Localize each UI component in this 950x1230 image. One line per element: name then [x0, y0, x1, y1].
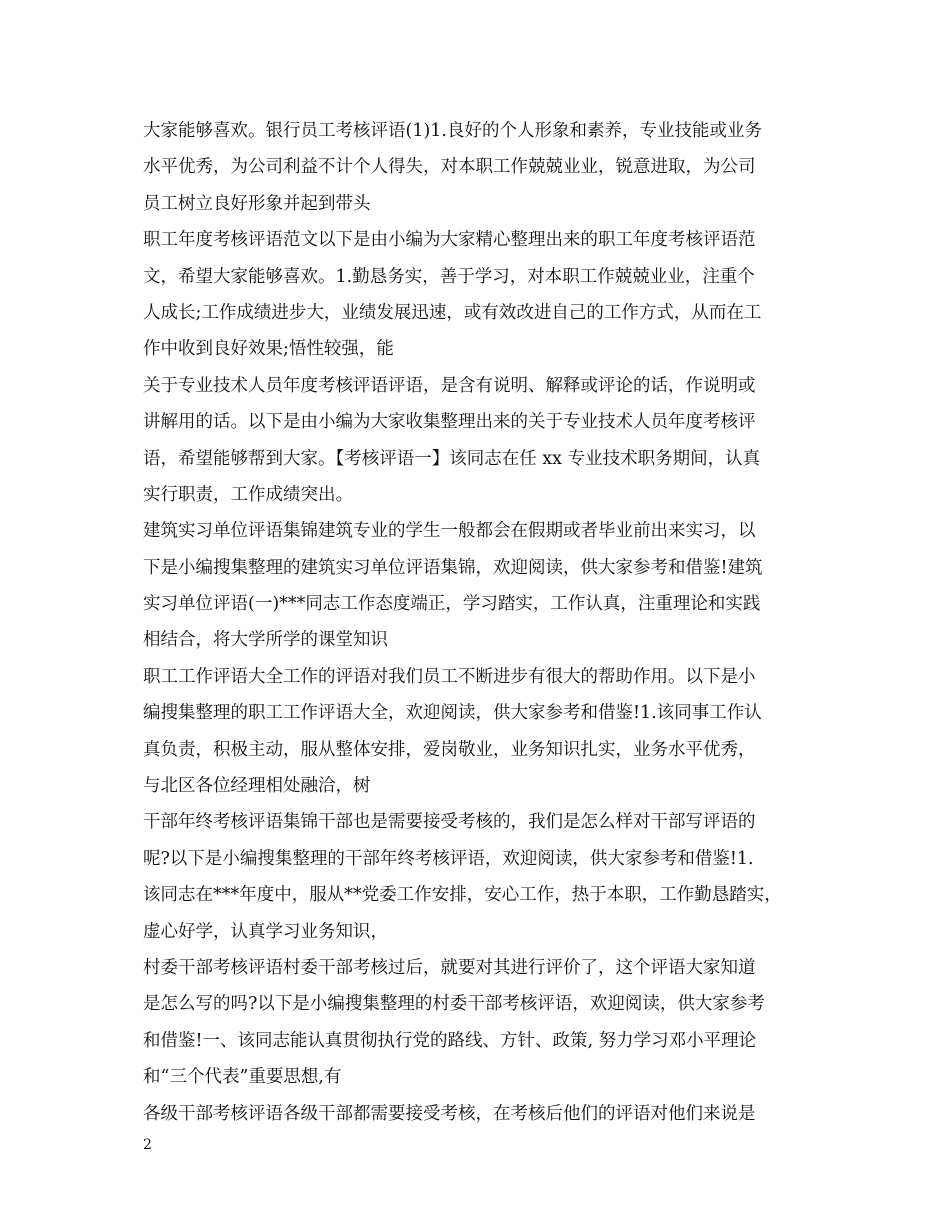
text-line: 职工年度考核评语范文以下是由小编为大家精心整理出来的职工年度考核评语范 — [143, 230, 756, 251]
text-line: 与北区各位经理相处融洽，树 — [143, 776, 371, 797]
text-line: 虚心好学，认真学习业务知识， — [143, 921, 388, 942]
text-line: 该同志在***年度中，服从**党委工作安排，安心工作，热于本职，工作勤恳踏实， — [143, 885, 782, 906]
text-line: 关于专业技术人员年度考核评语评语，是含有说明、解释或评论的话，作说明或 — [143, 375, 756, 396]
text-line: 水平优秀，为公司利益不计个人得失，对本职工作兢兢业业，锐意进取，为公司 — [143, 157, 756, 178]
text-line: 是怎么写的吗?以下是小编搜集整理的村委干部考核评语，欢迎阅读，供大家参考 — [143, 994, 765, 1015]
text-line: 人成长;工作成绩进步大，业绩发展迅速，或有效改进自己的工作方式，从而在工 — [143, 302, 762, 323]
text-line: 真负责，积极主动，服从整体安排，爱岗敬业，业务知识扎实，业务水平优秀， — [143, 739, 756, 760]
text-line: 村委干部考核评语村委干部考核过后，就要对其进行评价了，这个评语大家知道 — [143, 957, 756, 978]
text-line: 职工工作评语大全工作的评语对我们员工不断进步有很大的帮助作用。以下是小 — [143, 666, 756, 687]
text-line: 实习单位评语(一)***同志工作态度端正，学习踏实，工作认真，注重理论和实践 — [143, 594, 761, 615]
text-line: 作中收到良好效果;悟性较强，能 — [143, 339, 394, 360]
text-line: 实行职责，工作成绩突出。 — [143, 484, 353, 505]
text-line: 呢?以下是小编搜集整理的干部年终考核评语，欢迎阅读，供大家参考和借鉴!1. — [143, 848, 754, 869]
document-body — [143, 113, 813, 1132]
text-line: 讲解用的话。以下是由小编为大家收集整理出来的关于专业技术人员年度考核评 — [143, 412, 756, 433]
text-line: 和借鉴!一、该同志能认真贯彻执行党的路线、方针、政策, 努力学习邓小平理论 — [143, 1030, 757, 1051]
text-line: 和“三个代表”重要思想,有 — [143, 1067, 342, 1088]
text-line: 建筑实习单位评语集锦建筑专业的学生一般都会在假期或者毕业前出来实习，以 — [143, 521, 756, 542]
text-line: 大家能够喜欢。银行员工考核评语(1)1.良好的个人形象和素养，专业技能或业务 — [143, 121, 762, 141]
text-line: 文，希望大家能够喜欢。1.勤恳务实，善于学习，对本职工作兢兢业业，注重个 — [143, 266, 755, 287]
text-line: 下是小编搜集整理的建筑实习单位评语集锦，欢迎阅读，供大家参考和借鉴!建筑 — [143, 557, 763, 578]
text-line: 编搜集整理的职工工作评语大全，欢迎阅读，供大家参考和借鉴!1.该同事工作认 — [143, 703, 762, 724]
page-number: 2 — [143, 1137, 152, 1153]
text-line: 各级干部考核评语各级干部都需要接受考核，在考核后他们的评语对他们来说是 — [143, 1103, 756, 1124]
text-line: 相结合，将大学所学的课堂知识 — [143, 630, 388, 651]
text-line: 员工树立良好形象并起到带头 — [143, 193, 371, 214]
text-line: 干部年终考核评语集锦干部也是需要接受考核的，我们是怎么样对干部写评语的 — [143, 812, 756, 833]
text-line: 语，希望能够帮到大家。【考核评语一】该同志在任 xx 专业技术职务期间，认真 — [143, 448, 761, 469]
